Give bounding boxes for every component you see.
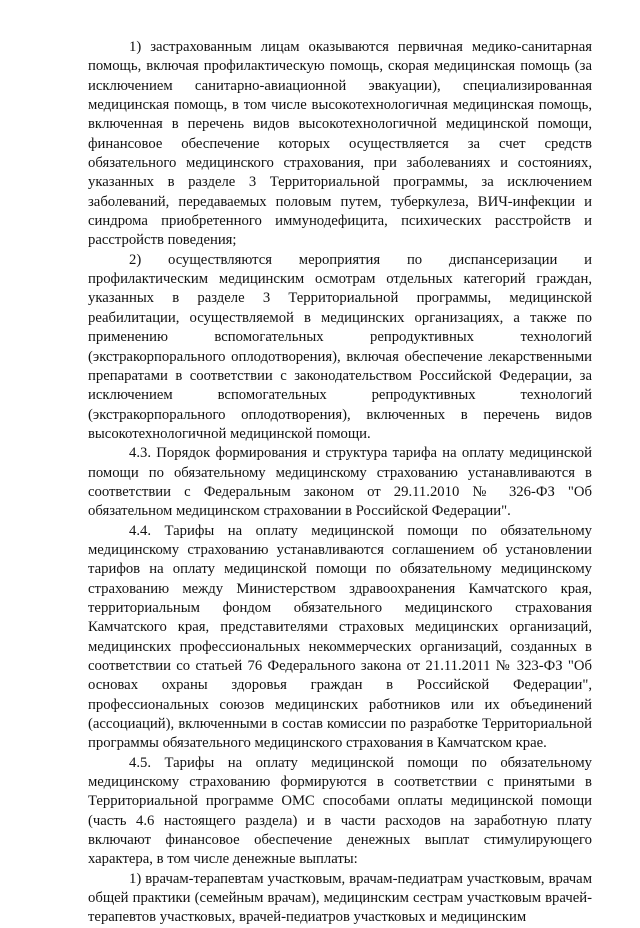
- paragraph-4-3-tariff-structure: 4.3. Порядок формирования и структура тарифа на оплату медицинской помощи по обязательному медицинскому страхованию устанавливаются в соответствии с Федеральным законом от 29.11.2010 № 326-ФЗ "Об обязательном медицинском страховании в Российской Федерации".: [88, 445, 592, 520]
- document-body: [88, 38, 592, 928]
- paragraph-item-1-insured-care: 1) застрахованным лицам оказываются первичная медико-санитарная помощь, включая профилактическую помощь, скорая медицинская помощь (за исключением санитарно-авиационной эвакуации), специализированная медицинская помощь, в том числе высокотехнологичная медицинская помощь, включенная в перечень видов высокотехнологичной медицинской помощи, финансовое обеспечение которых осуществляется за счет средств обязательного медицинского страхования, при заболеваниях и состояниях, указанных в разделе 3 Территориальной программы, за исключением заболеваний, передаваемых половым путем, туберкулеза, ВИЧ-инфекции и синдрома приобретенного иммунодефицита, психических расстройств и расстройств поведения;: [88, 39, 592, 249]
- paragraph-item-1-physician-payments: 1) врачам-терапевтам участковым, врачам-педиатрам участковым, врачам общей практики (семейным врачам), медицинским сестрам участковым врачей-терапевтов участковых, врачей-педиатров участковых и медицинским: [88, 870, 592, 926]
- paragraph-item-2-dispensary: 2) осуществляются мероприятия по диспансеризации и профилактическим медицинским осмотрам отдельных категорий граждан, указанных в разделе 3 Территориальной программы, медицинской реабилитации, осуществляемой в медицинских организациях, а также по применению вспомогательных репродуктивных технологий (экстракорпорального оплодотворения), включая обеспечение лекарственными препаратами в соответствии с законодательством Российской Федерации, за исключением вспомогательных репродуктивных технологий (экстракорпорального оплодотворения), включенных в перечень видов высокотехнологичной медицинской помощи.: [88, 251, 592, 442]
- paragraph-4-4-tariff-agreement: 4.4. Тарифы на оплату медицинской помощи по обязательному медицинскому страхованию устанавливаются соглашением об установлении тарифов на оплату медицинской помощи по обязательному медицинскому страхованию между Министерством здравоохранения Камчатского края, территориальным фондом обязательного медицинского страхования Камчатского края, представителями страховых медицинских организаций, медицинских профессиональных некоммерческих организаций, созданных в соответствии со статьей 76 Федерального закона от 21.11.2011 № 323-ФЗ "Об основах охраны здоровья граждан в Российской Федерации", профессиональных союзов медицинских работников или их объединений (ассоциаций), включенными в состав комиссии по разработке Территориальной программы обязательного медицинского страхования в Камчатском крае.: [88, 522, 592, 752]
- paragraph-4-5-tariff-formation: 4.5. Тарифы на оплату медицинской помощи по обязательному медицинскому страхованию формируются в соответствии с принятыми в Территориальной программе ОМС способами оплаты медицинской помощи (часть 4.6 настоящего раздела) и в части расходов на заработную плату включают финансовое обеспечение денежных выплат стимулирующего характера, в том числе денежные выплаты:: [88, 754, 592, 868]
